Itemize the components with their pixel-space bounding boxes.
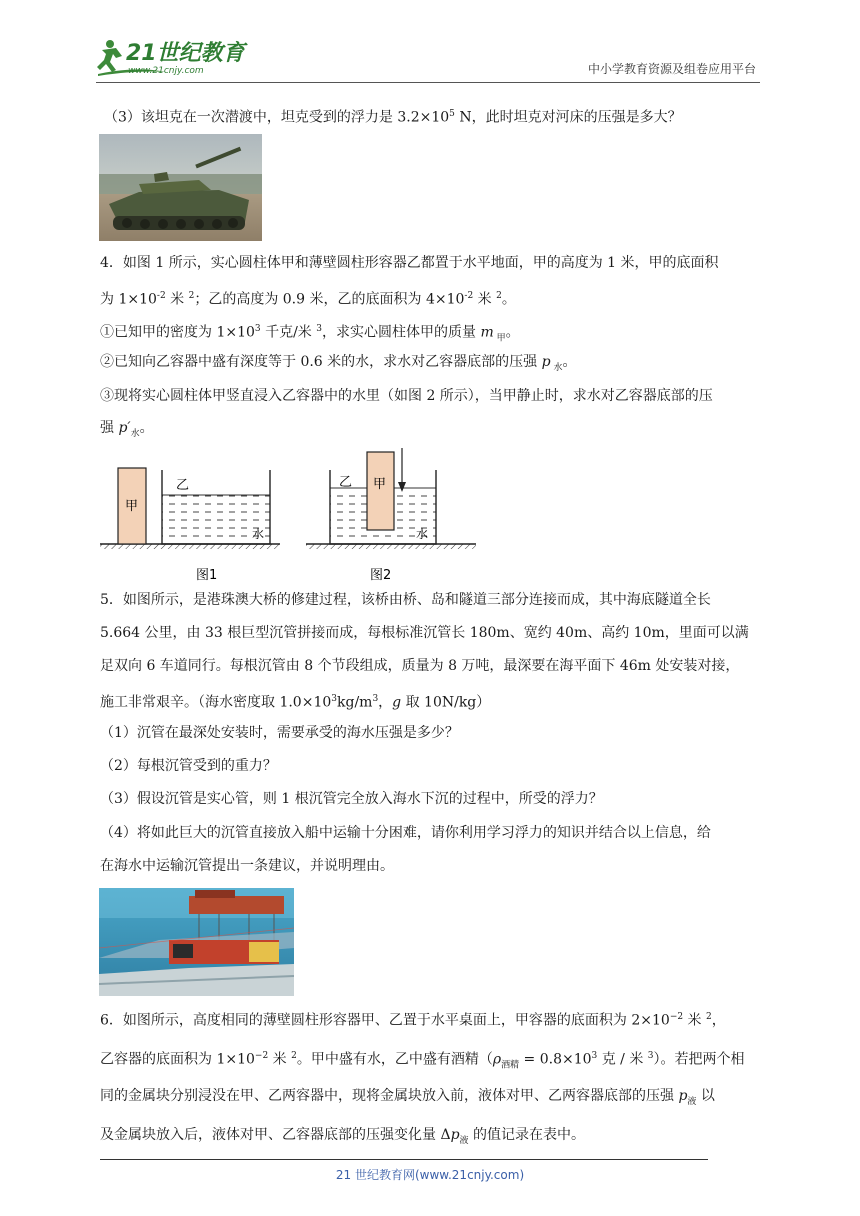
q4-sub1: ①已知甲的密度为 $1\times 10^3$ 千克/米 $^3$，求实心圆柱体甲的质量 m $_甲$。: [100, 324, 520, 344]
svg-text:21世纪教育: 21世纪教育: [126, 41, 245, 66]
footer-divider: [100, 1159, 708, 1160]
label-yi: 乙: [176, 478, 190, 493]
tank-photo: [99, 134, 262, 241]
figure-2: [306, 448, 476, 583]
label-yi-2: 乙: [339, 475, 353, 490]
caption-fig1: 图1: [196, 568, 218, 583]
label-shui-2: 水: [416, 527, 429, 541]
header-platform-text: 中小学教育资源及组卷应用平台: [587, 62, 756, 76]
bridge-photo: [99, 888, 294, 996]
q5-s4-line2: 在海水中运输沉管提出一条建议，并说明理由。: [100, 858, 394, 874]
q5-line4: 施工非常艰辛。（海水密度取 $1.0\times 10^3kg/m^3$，g 取 10N/kg）: [100, 694, 491, 711]
q5-line2: 5.664 公里，由 33 根巨型沉管拼接而成，每根标准沉管长 180m、宽约 40m、高约 10m，里面可以满: [100, 625, 749, 641]
q5-line1: 5．如图所示，是港珠澳大桥的修建过程，该桥由桥、岛和隧道三部分连接而成，其中海底隧道全长: [100, 592, 711, 608]
q6-line4: 及金属块放入后，液体对甲、乙容器底部的压强变化量 $\Delta p_液$ 的值记录在表中。: [100, 1127, 585, 1146]
q3-text: （3）该坦克在一次潜渡中，坦克受到的浮力是 $3.2\times 10^5$ N，此时坦克对河床的压强是多大？: [104, 109, 682, 126]
q5-s2: （2）每根沉管受到的重力？: [100, 758, 277, 774]
label-shui: 水: [252, 527, 265, 541]
q4-sub2: ②已知向乙容器中盛有深度等于 0.6 米的水，求水对乙容器底部的压强 p $_水$。: [100, 354, 577, 373]
q5-line3: 足双向 6 车道同行。每根沉管由 8 个节段组成，质量为 8 万吨，最深要在海平面下 46m 处安装对接，: [100, 658, 740, 674]
q5-s3: （3）假设沉管是实心管，则 1 根沉管完全放入海水下沉的过程中，所受的浮力？: [100, 791, 603, 807]
q4-sub3-line2: 强 $p'_水$。: [100, 420, 154, 439]
q6-line1: 6．如图所示，高度相同的薄壁圆柱形容器甲、乙置于水平桌面上，甲容器的底面积为 $2\times 10^{-2}$ 米 $^2$，: [100, 1012, 726, 1029]
figure-1: [100, 468, 280, 583]
q5-s4-line1: （4）将如此巨大的沉管直接放入船中运输十分困难，请你利用学习浮力的知识并结合以上信息，给: [100, 825, 711, 841]
q6-line2: 乙容器的底面积为 $1\times 10^{-2}$ 米 $^2$。甲中盛有水，乙中盛有酒精（$\rho_{酒精} = 0.8\times 10^3$ 克 / 米 $^3$）。若把两个相: [100, 1051, 745, 1071]
svg-text:www.21cnjy.com: www.21cnjy.com: [128, 66, 204, 76]
label-jia-2: 甲: [373, 477, 387, 492]
q4-line1: 4．如图 1 所示，实心圆柱体甲和薄壁圆柱形容器乙都置于水平地面，甲的高度为 1 米，甲的底面积: [100, 255, 719, 271]
label-jia: 甲: [125, 499, 139, 514]
q4-sub3-line1: ③现将实心圆柱体甲竖直浸入乙容器中的水里（如图 2 所示），当甲静止时，求水对乙容器底部的压: [100, 388, 713, 404]
page-header: [96, 34, 760, 83]
footer-text: 21 世纪教育网(www.21cnjy.com): [335, 1168, 525, 1182]
q5-s1: （1）沉管在最深处安装时，需要承受的海水压强是多少？: [100, 725, 459, 741]
caption-fig2: 图2: [370, 568, 392, 583]
q4-line2: 为 $1\times 10^{-2}$ 米 $^2$；乙的高度为 0.9 米，乙的底面积为 $4\times 10^{-2}$ 米 $^2$。: [100, 291, 516, 308]
q4-figure: [96, 444, 486, 588]
q6-line3: 同的金属块分别浸没在甲、乙两容器中，现将金属块放入前，液体对甲、乙两容器底部的压强 $p_液$ 以: [100, 1088, 715, 1107]
site-logo: [96, 36, 256, 78]
